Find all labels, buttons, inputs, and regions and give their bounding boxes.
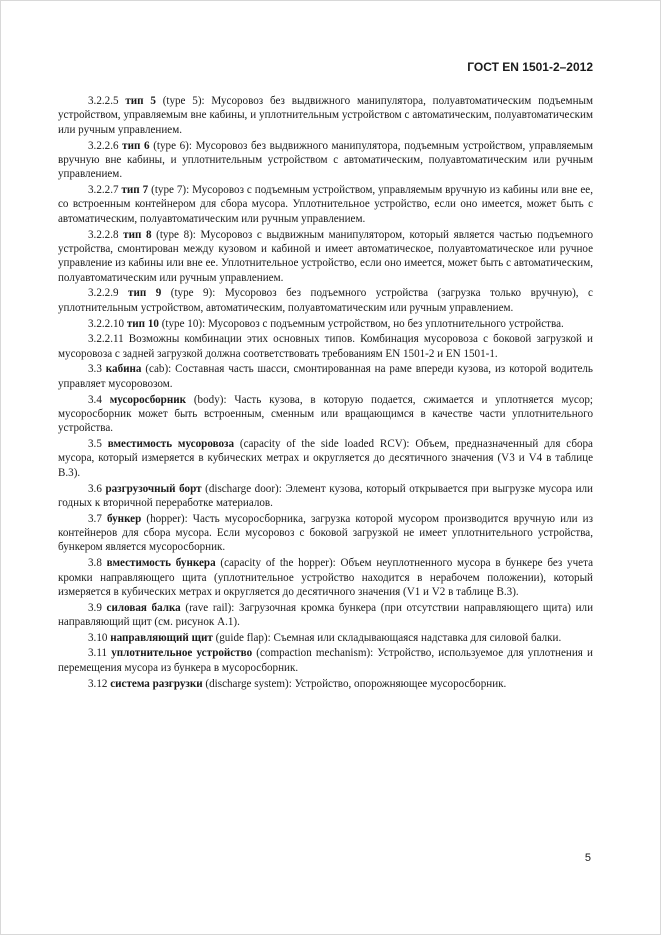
- definition-text: (guide flap): Съемная или складывающаяся надставка для силовой балки.: [212, 631, 562, 644]
- paragraph-3-4: [58, 393, 593, 436]
- clause-number: 3.2.2.7: [88, 184, 119, 197]
- paragraph-3-2-2-5: [58, 94, 593, 137]
- term: кабина: [105, 363, 142, 376]
- term: тип 6: [122, 139, 150, 152]
- paragraph-3-2-2-8: [58, 228, 593, 286]
- paragraph-3-8: [58, 556, 593, 599]
- clause-number: 3.2.2.11: [88, 333, 124, 346]
- definition-text: (compaction mechanism): Устройство, используемое для уплотнения и перемещения мусора из бункера в мусоросборник.: [58, 647, 593, 674]
- term: вместимость бункера: [106, 557, 216, 570]
- clause-number: 3.11: [88, 647, 108, 660]
- clause-number: 3.4: [88, 393, 102, 406]
- definition-text: (type 7): Мусоровоз с подъемным устройством, управляемым вручную из кабины или вне ее, со встроенным контейнером для сбора мусора. Уплотнительное устройство, если оно имеется, может быть с автоматическим, полуавтоматическим или ручным управлением.: [58, 184, 593, 225]
- definition-text: (cab): Составная часть шасси, смонтированная на раме впереди кузова, из которой водитель управляет мусоровозом.: [58, 363, 593, 390]
- paragraph-3-2-2-6: [58, 139, 593, 182]
- term: тип 7: [121, 184, 149, 197]
- term: тип 5: [125, 95, 156, 107]
- term: тип 8: [123, 228, 152, 241]
- clause-number: 3.2.2.5: [88, 95, 119, 107]
- clause-number: 3.7: [88, 512, 102, 525]
- definition-text: (discharge system): Устройство, опорожняющее мусоросборник.: [202, 677, 507, 690]
- clause-number: 3.5: [88, 438, 102, 451]
- paragraph-3-2-2-7: [58, 183, 593, 226]
- paragraph-3-2-2-11: [58, 332, 593, 361]
- term: система разгрузки: [110, 677, 203, 690]
- paragraph-3-2-2-9: [58, 286, 593, 315]
- term: уплотнительное устройство: [111, 647, 253, 660]
- term: разгрузочный борт: [105, 482, 202, 495]
- paragraph-3-2-2-10: [58, 317, 593, 331]
- clause-number: 3.2.2.10: [88, 317, 125, 330]
- clause-number: 3.3: [88, 363, 102, 376]
- definition-text: (type 5): Мусоровоз без выдвижного манипулятора, полуавтоматическим подъемным устройством, управляемым вне кабины, и уплотнительным устройством с автоматическим, полуавтоматическим или ручным управлением.: [58, 95, 593, 136]
- definition-text: (capacity of the side loaded RCV): Объем, предназначенный для сбора мусора, который измеряется в кубических метрах и округляется до десятичного значения (V3 и V4 в таблице В.3).: [58, 438, 593, 479]
- clause-number: 3.2.2.8: [88, 228, 119, 241]
- term: бункер: [107, 512, 142, 525]
- definition-text: (type 10): Мусоровоз с подъемным устройством, но без уплотнительного устройства.: [158, 317, 564, 330]
- term: вместимость мусоровоза: [107, 438, 235, 451]
- paragraph-3-6: [58, 482, 593, 511]
- clause-number: 3.2.2.6: [88, 139, 119, 152]
- term: тип 10: [126, 317, 159, 330]
- paragraph-3-9: [58, 601, 593, 630]
- paragraph-3-3: [58, 362, 593, 391]
- term: мусоросборник: [109, 393, 187, 406]
- paragraph-3-12: [58, 677, 593, 691]
- definition-text: (type 8): Мусоровоз с выдвижным манипулятором, который является частью подъемного устройства, смонтирован между кузовом и кабиной и имеет автоматическое, полуавтоматическое или ручное управление из кабины или вне ее. Уплотнительное устройство, если оно имеется, может быть с автоматическим, полуавтоматическим или ручным управлением.: [58, 228, 593, 284]
- term: тип 9: [128, 287, 162, 300]
- clause-number: 3.6: [88, 482, 102, 495]
- paragraph-3-11: [58, 646, 593, 675]
- definition-text: (type 9): Мусоровоз без подъемного устройства (загрузка только вручную), с уплотнительным устройством, автоматическим, полуавтоматическим или ручным управлением.: [58, 287, 593, 314]
- document-body: [58, 94, 593, 692]
- paragraph-3-7: [58, 512, 593, 555]
- clause-number: 3.12: [88, 677, 108, 690]
- clause-number: 3.9: [88, 601, 102, 614]
- definition-text: Возможны комбинации этих основных типов. Комбинация мусоровоза с боковой загрузкой и мусоровоза с задней загрузкой должна соответствовать требованиям EN 1501-2 и EN 1501-1.: [58, 333, 593, 360]
- definition-text: (type 6): Мусоровоз без выдвижного манипулятора, подъемным устройством, управляемым вручную вне кабины, и уплотнительным устройством с автоматическим, полуавтоматическим или ручным управлением.: [58, 139, 593, 181]
- definition-text: (rave rail): Загрузочная кромка бункера (при отсутствии направляющего щита) или направляющий щит (см. рисунок А.1).: [58, 601, 593, 629]
- page-number: 5: [584, 852, 591, 864]
- paragraph-3-10: [58, 631, 593, 645]
- definition-text: (discharge door): Элемент кузова, который открывается при выгрузке мусора или годных к вторичной переработке материалов.: [58, 482, 593, 509]
- definition-text: (capacity of the hopper): Объем неуплотненного мусора в бункере без учета кромки направляющего щита (уплотнительное устройство находится в нерабочем положении), который измеряется в кубических метрах и округляется до десятичного значения (V1 и V2 в таблице В.3).: [58, 557, 593, 598]
- term: силовая балка: [106, 601, 181, 614]
- clause-number: 3.10: [88, 631, 108, 644]
- definition-text: (body): Часть кузова, в которую подается, сжимается и уплотняется мусор; мусоросборник может быть встроенным, сменным или вращающимся в качестве части уплотнительного устройства.: [58, 393, 593, 435]
- paragraph-3-5: [58, 437, 593, 480]
- clause-number: 3.2.2.9: [88, 287, 119, 300]
- clause-number: 3.8: [88, 557, 102, 570]
- document-code-header: ГОСТ EN 1501-2–2012: [467, 60, 593, 74]
- term: направляющий щит: [110, 631, 213, 644]
- definition-text: (hopper): Часть мусоросборника, загрузка которой мусором производится вручную или из контейнеров для сбора мусора. Если мусоровоз с боковой загрузкой не имеет уплотнительного устройства, бункером является мусоросборник.: [58, 512, 593, 554]
